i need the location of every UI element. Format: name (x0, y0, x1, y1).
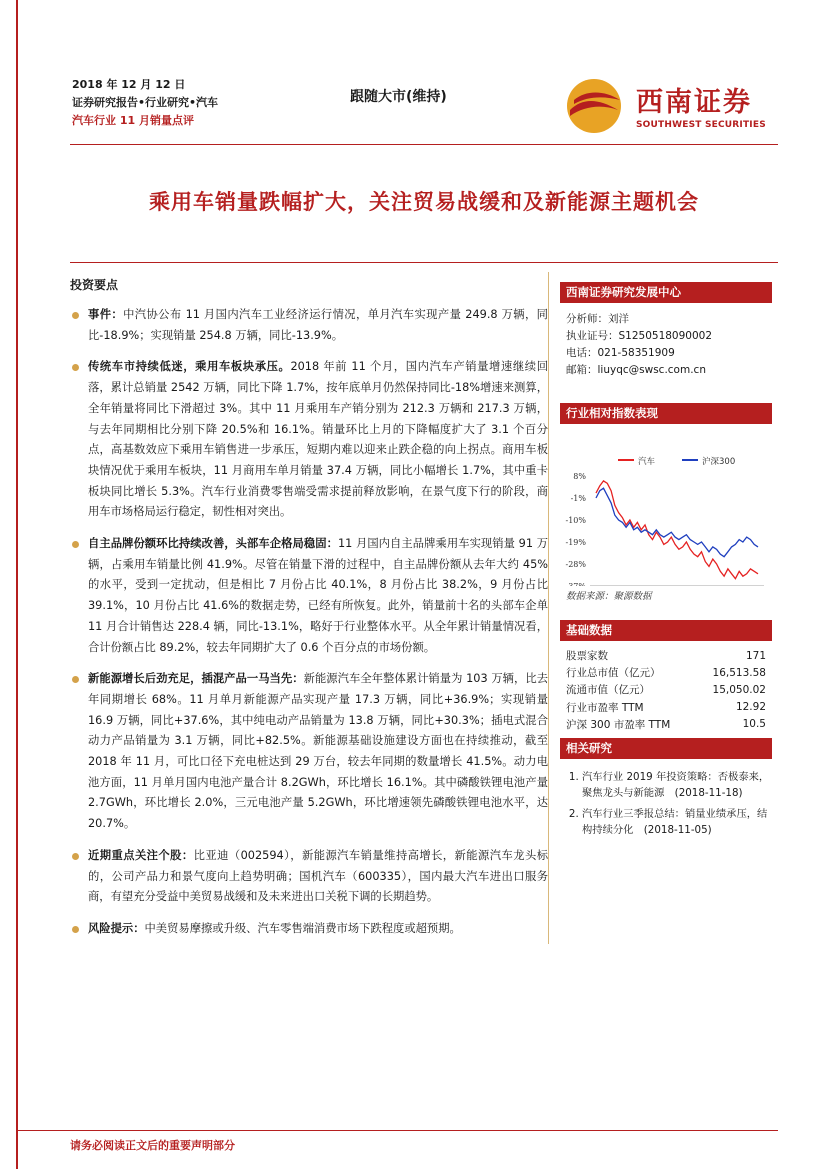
y-tick-label: -19% (565, 538, 586, 547)
company-logo (564, 76, 774, 136)
rating: 跟随大市(维持) (350, 89, 447, 105)
column-divider (548, 272, 549, 944)
chart-section-title: 行业相对指数表现 (560, 403, 772, 424)
bullet-dot-icon (72, 853, 79, 860)
bullet-new-energy: 新能源增长后劲充足，插混产品一马当先：新能源汽车全年整体累计销量为 103 万辆，比去年同期增长 68%。11 月单月新能源产品实现产量 17.3 万辆，同比+36.9%；实现销量 16.9 万辆，同比+37.6%，其中纯电动产品销量为 13.8 万辆，同比+30.3%；插电式混合动力产品销量为 3.1 万辆，同比+82.5%。新能源基础设施建设方面也在持续推动，截至 2018 年 11 月，可比口径下充电桩达到 29 万台，较去年同期的数量增长 41.5%。动力电池方面，11 月单月国内电池产量合计 8.2GWh，环比增长 16.1%。其中磷酸铁锂电池产量 2.7GWh，环比增长 2.0%，三元电池产量 5.2GWh，环比增速领先磷酸铁锂电池水平，达 20.7%。 (70, 669, 548, 835)
bullet-dot-icon (72, 364, 79, 371)
table-row: 流通市值（亿元） 15,050.02 (566, 683, 766, 697)
related-item[interactable]: 1. 汽车行业 2019 年投资策略：否极泰来，聚焦龙头与新能源 (2018-11-18) (582, 769, 772, 801)
analyst-name: 分析师：刘洋 (566, 313, 629, 325)
related-list (560, 769, 772, 838)
analyst-email[interactable]: 邮箱：liuyqc@swsc.com.cn (566, 364, 706, 376)
analyst-license: 执业证号：S1250518090002 (566, 330, 713, 342)
chart-source: 数据来源：聚源数据 (566, 591, 652, 602)
left-margin-rule (16, 0, 18, 1169)
y-tick-label: 8% (573, 472, 586, 481)
logo-emblem-icon (564, 76, 630, 136)
related-title: 相关研究 (560, 738, 772, 759)
table-row: 行业总市值（亿元） 16,513.58 (566, 666, 766, 680)
bullet-dot-icon (72, 541, 79, 548)
y-tick-label (566, 582, 587, 586)
bullet-event: 事件：中汽协公布 11 月国内汽车工业经济运行情况，单月汽车实现产量 249.8 万辆，同比-18.9%；实现销量 254.8 万辆，同比-13.9%。 (70, 305, 548, 346)
headline: 乘用车销量跌幅扩大，关注贸易战缓和及新能源主题机会 (149, 189, 699, 214)
logo-name-en: SOUTHWEST SECURITIES (636, 120, 766, 130)
footer-notice: 请务必阅读正文后的重要声明部分 (70, 1139, 235, 1152)
bullet-risk: 风险提示：中美贸易摩擦或升级、汽车零售端消费市场下跌程度或超预期。 (70, 919, 548, 940)
basic-data (560, 620, 772, 733)
report-meta (72, 76, 218, 130)
bullet-domestic-brand: 自主品牌份额环比持续改善，头部车企格局稳固：11 月国内自主品牌乘用车实现销量 91 万辆，占乘用车销量比例 41.9%。尽管在销量下滑的过程中，自主品牌份额从去年大约 45%的水平，受到一定扰动，但是相比 7 月份占比 40.1%，8 月份占比 38.2%，9 月份占比 39.1%，10 月份占比 41.6%的数据走势，已经有所恢复。此外，销量前十名的头部车企单 11 月合计销售达 228.4 辆，同比-13.1%，略好于行业整体水平。从全年累计销量情况看，合计份额占比 89.2%，较去年同期扩大了 0.6 个百分点的市场份额。 (70, 534, 548, 658)
header-divider (70, 144, 778, 145)
bullet-dot-icon (72, 676, 79, 683)
series-line-汽车 (596, 481, 758, 579)
report-type: 证券研究报告•行业研究•汽车 (72, 96, 219, 109)
index-performance (560, 403, 772, 590)
research-center-title: 西南证券研究发展中心 (560, 282, 772, 303)
related-item[interactable]: 2. 汽车行业三季报总结：销量业绩承压，结构持续分化 (2018-11-05) (582, 806, 772, 838)
footer-divider (16, 1130, 778, 1131)
related-research (560, 738, 772, 843)
report-date: 2018 年 12 月 12 日 (72, 78, 186, 91)
bullet-dot-icon (72, 312, 79, 319)
section-title: 投资要点 (70, 278, 119, 292)
table-row: 沪深 300 市盈率 TTM 10.5 (566, 718, 766, 731)
investment-highlights (70, 276, 548, 951)
analyst-phone: 电话：021-58351909 (566, 347, 675, 359)
basic-data-table (560, 647, 772, 733)
table-row: 股票家数 171 (566, 649, 766, 663)
report-subtitle: 汽车行业 11 月销量点评 (72, 114, 194, 127)
bullet-stocks: 近期重点关注个股：比亚迪（002594），新能源汽车销量维持高增长，新能源汽车龙头标的，公司产品力和景气度向上趋势明确；国机汽车（600335），国内最大汽车进出口服务商，有望充分受益中美贸易战缓和及未来进出口关税下调的长期趋势。 (70, 846, 548, 908)
headline-divider (70, 262, 778, 263)
legend-label: 汽车 (638, 457, 656, 467)
legend-label: 沪深300 (702, 457, 736, 467)
bullet-traditional: 传统车市持续低迷，乘用车板块承压。2018 年前 11 个月，国内汽车产销量增速继续回落，累计总销量 2542 万辆，同比下降 1.7%，按年底单月仍然保持同比-18%增速来测算，全年销量将同比下滑超过 3%。其中 11 月乘用车产销分别为 212.3 万辆和 217.3 万辆，与去年同期相比分别下降 20.5%和 16.1%。销量环比上月的下降幅度扩大了 3.1 个百分点，高基数效应下乘用车销售进一步承压，短期内难以迎来止跌企稳的向上拐点。商用车板块情况优于乘用车板块，11 月商用车单月销量 37.4 万辆，同比小幅增长 1.7%，其中重卡板块同比增长 5.3%。汽车行业消费零售端受需求提前释放影响，在景气度下行的阶段，商用车市场格局运行稳定，韧性相对突出。 (70, 357, 548, 523)
research-center (560, 282, 772, 379)
y-tick-label: -10% (565, 516, 586, 525)
index-chart (560, 424, 772, 586)
table-row: 行业市盈率 TTM 12.92 (566, 701, 766, 714)
y-tick-label: -28% (565, 560, 586, 569)
bullet-dot-icon (72, 926, 79, 933)
logo-name-cn: 西南证券 (636, 87, 752, 118)
basic-data-title: 基础数据 (560, 620, 772, 641)
y-tick-label: -1% (570, 494, 586, 503)
